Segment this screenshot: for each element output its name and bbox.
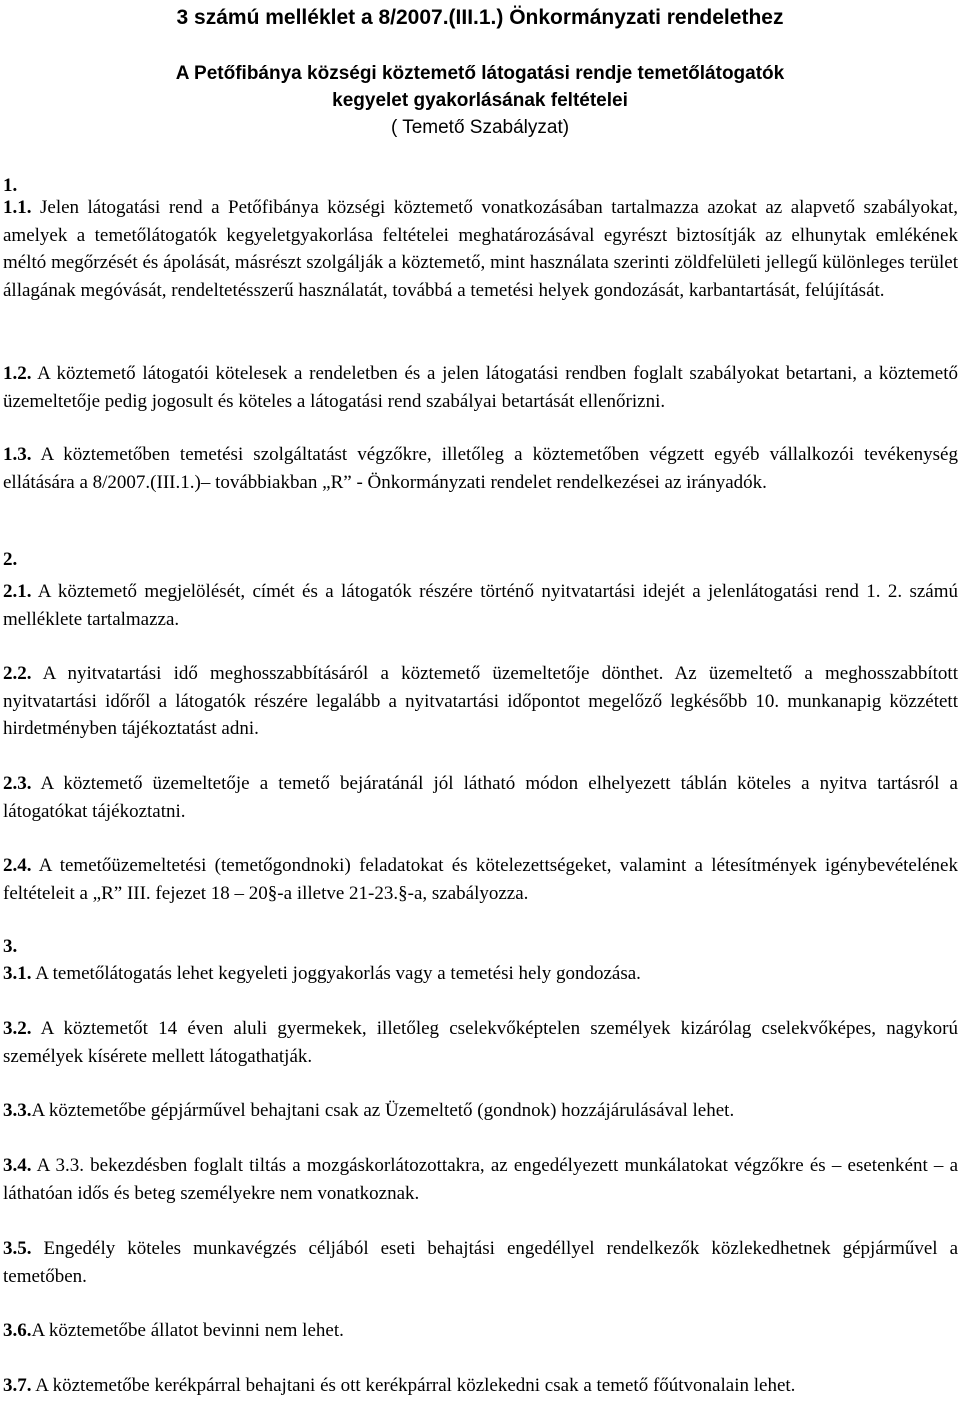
paragraph-text: A köztemető látogatói kötelesek a rendeletben és a jelen látogatási rendben foglalt szabályokat betartani, a köztemető üzemeltetője pedig jogosult és köteles a látogatási rend szabályai betartását ellenőrizni. [3,363,958,412]
paragraph-number: 3.3. [3,1100,32,1121]
paragraph-3-7 [3,1372,958,1400]
paragraph-1-1 [3,194,958,304]
paragraph-text: A 3.3. bekezdésben foglalt tiltás a mozgáskorlátozottakra, az engedélyezett munkálatokat végzőkre és – esetenként – a láthatóan idős és beteg személyekre nem vonatkoznak. [3,1155,958,1204]
section-number: 1. [3,175,18,196]
section-3 [3,933,958,961]
paragraph-text: Engedély köteles munkavégzés céljából eseti behajtási engedéllyel rendelkezők közlekedhetnek gépjárművel a temetőben. [3,1238,958,1287]
paragraph-3-2 [3,1015,958,1070]
paragraph-text: A temetőüzemeltetési (temetőgondnoki) feladatokat és kötelezettségeket, valamint a létesítmények igénybevételének feltételeit a „R” III. fejezet 18 – 20§-a illetve 21-23.§-a, szabályozza. [3,855,958,904]
paragraph-text: A nyitvatartási idő meghosszabbításáról a köztemető üzemeltetője dönthet. Az üzemeltető a meghosszabbított nyitvatartási időről a látogatók részére legalább a nyitvatartási időpontot megelőző legkésőbb 10. munkanapig közzétett hirdetményben tájékoztatást adni. [3,663,958,740]
paragraph-text: A köztemetőbe kerékpárral behajtani és ott kerékpárral közlekedni csak a temető főútvonalain lehet. [31,1375,796,1396]
paragraph-number: 1.2. [3,363,32,384]
paragraph-number: 2.2. [3,663,32,684]
paragraph-number: 3.4. [3,1155,32,1176]
paragraph-number: 3.6. [3,1320,32,1341]
paragraph-3-1 [3,960,958,988]
paragraph-2-1 [3,578,958,633]
section-number: 2. [3,549,18,570]
paragraph-3-5 [3,1235,958,1290]
paragraph-number: 2.4. [3,855,32,876]
document-subtitle-line-2: kegyelet gyakorlásának feltételei [332,90,628,111]
paragraph-2-4 [3,852,958,907]
paragraph-2-3 [3,770,958,825]
paragraph-text: A temetőlátogatás lehet kegyeleti joggyakorlás vagy a temetési hely gondozása. [31,963,641,984]
paragraph-text: A köztemetőbe állatot bevinni nem lehet. [31,1320,344,1341]
paragraph-number: 3.2. [3,1018,32,1039]
paragraph-text: A köztemetőt 14 éven aluli gyermekek, illetőleg cselekvőképtelen személyek kizárólag cselekvőképes, nagykorú személyek kísérete mellett látogathatják. [3,1018,958,1067]
paragraph-number: 1.1. [3,197,32,218]
paragraph-3-4 [3,1152,958,1207]
paragraph-number: 1.3. [3,444,32,465]
paragraph-text: Jelen látogatási rend a Petőfibánya községi köztemető vonatkozásában tartalmazza azokat az alapvető szabályokat, amelyek a temetőlátogatók kegyeletgyakorlása feltételei meghatározásával egyrészt biztosítják az elhunytak emlékének méltó megőrzését és ápolását, másrészt szolgálják a köztemető, mint használata szerinti zöldfelületi jellegű különleges terület állagának megóvását, rendeltetésszerű használatát, továbbá a temetési helyek gondozását, karbantartását, felújítását. [3,197,958,301]
paragraph-number: 3.5. [3,1238,32,1259]
document-title: 3 számú melléklet a 8/2007.(III.1.) Önkormányzati rendelethez [176,6,784,29]
document-subtitle-line-1: A Petőfibánya községi köztemető látogatási rendje temetőlátogatók [175,63,785,84]
section-2 [3,546,958,574]
paragraph-number: 3.1. [3,963,32,984]
paragraph-1-2 [3,360,958,415]
paragraph-3-3 [3,1097,958,1125]
paragraph-number: 3.7. [3,1375,32,1396]
paragraph-3-6 [3,1317,958,1345]
document-subtitle-line-3: ( Temető Szabályzat) [390,117,570,138]
paragraph-text: A köztemetőben temetési szolgáltatást végzőkre, illetőleg a köztemetőben végzett egyéb vállalkozói tevékenység ellátására a 8/2007.(III.1.)– továbbiakban „R” - Önkormányzati rendelet rendelkezései az irányadók. [3,444,958,493]
paragraph-text: A köztemetőbe gépjárművel behajtani csak az Üzemeltető (gondnok) hozzájárulásával lehet. [31,1100,735,1121]
paragraph-text: A köztemető üzemeltetője a temető bejáratánál jól látható módon elhelyezett táblán köteles a nyitva tartásról a látogatókat tájékoztatni. [3,773,958,822]
paragraph-1-3 [3,441,958,496]
paragraph-number: 2.3. [3,773,32,794]
paragraph-text: A köztemető megjelölését, címét és a látogatók részére történő nyitvatartási idejét a jelenlátogatási rend 1. 2. számú melléklete tartalmazza. [3,581,958,630]
section-number: 3. [3,936,18,957]
paragraph-2-2 [3,660,958,743]
paragraph-number: 2.1. [3,581,32,602]
